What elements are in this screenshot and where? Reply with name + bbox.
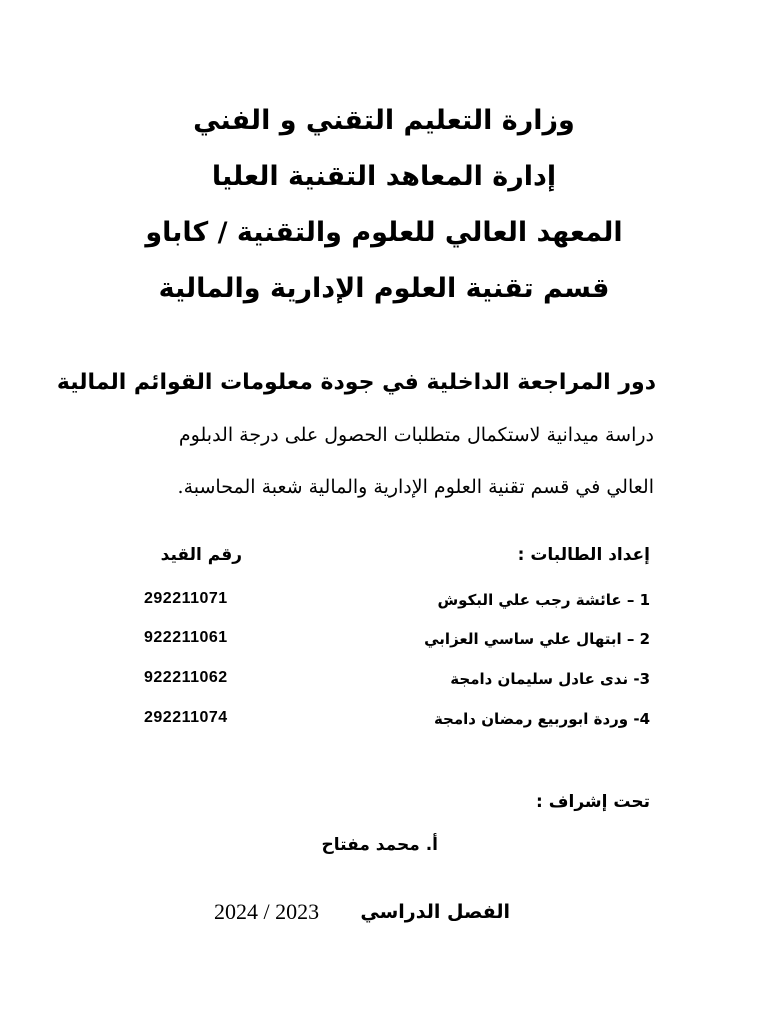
semester-years: 2024 / 2023: [214, 899, 320, 924]
student-registration-number: 292211074: [144, 709, 228, 726]
research-title: دور المراجعة الداخلية في جودة معلومات القوائم المالية: [56, 370, 656, 395]
department-heading: قسم تقنية العلوم الإدارية والمالية: [158, 273, 610, 304]
research-subtitle-line1: دراسة ميدانية لاستكمال متطلبات الحصول على درجة الدبلوم: [178, 424, 654, 446]
student-name: 3- ندى عادل سليمان دامجة: [450, 670, 650, 688]
supervision-label: تحت إشراف :: [536, 792, 650, 812]
student-name: 1 – عائشة رجب علي البكوش: [437, 591, 650, 609]
institute-heading: المعهد العالي للعلوم والتقنية / كاباو: [145, 217, 623, 248]
administration-heading: إدارة المعاهد التقنية العليا: [211, 161, 557, 192]
prepared-by-label: إعداد الطالبات :: [517, 545, 650, 565]
student-registration-number: 922211061: [144, 629, 228, 646]
supervisor-name: أ. محمد مفتاح: [321, 835, 438, 855]
ministry-heading: وزارة التعليم التقني و الفني: [193, 105, 575, 136]
student-registration-number: 922211062: [144, 669, 228, 686]
registration-number-label: رقم القيد: [160, 545, 242, 565]
semester-label: الفصل الدراسي: [360, 901, 510, 923]
student-name: 4- وردة ابوربيع رمضان دامجة: [433, 710, 650, 728]
semester-row: [0, 898, 768, 928]
student-registration-number: 292211071: [144, 590, 228, 607]
research-subtitle-line2: العالي في قسم تقنية العلوم الإدارية والمالية شعبة المحاسبة.: [177, 476, 654, 498]
student-name: 2 – ابتهال علي ساسي العزابي: [424, 630, 650, 648]
